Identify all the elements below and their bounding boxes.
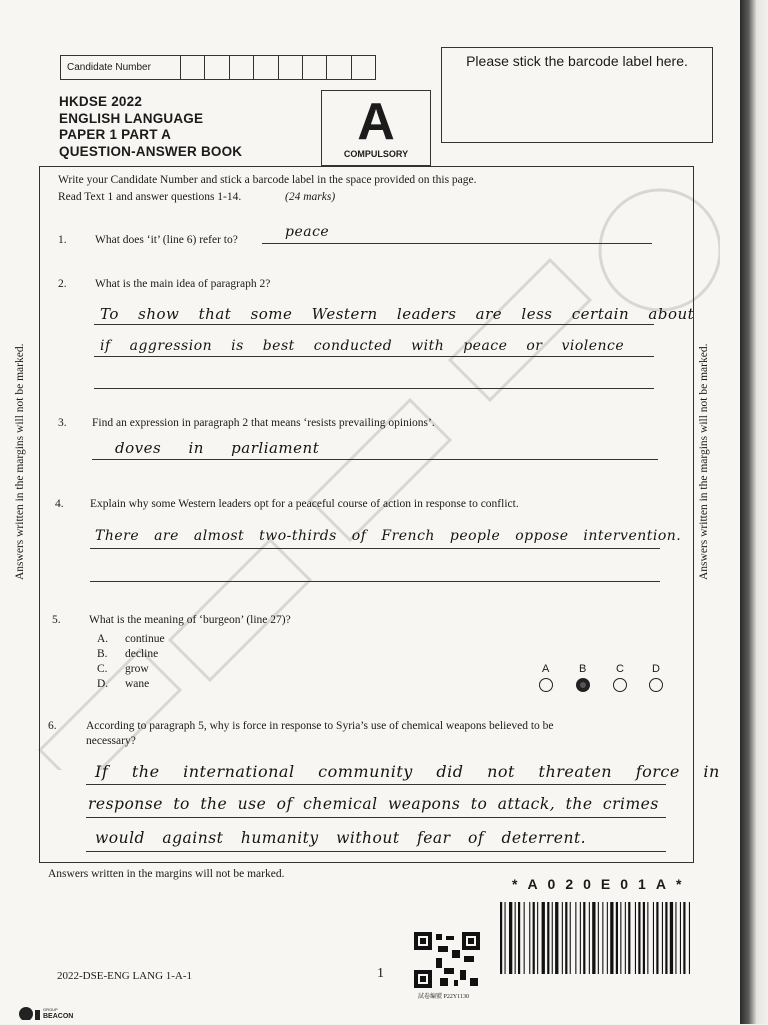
page-number: 1 (377, 966, 384, 981)
handwritten-answer: response to the use of chemical weapons to attack, the crimes (88, 795, 659, 813)
qr-caption: 試卷編號 P22Y1130 (418, 994, 469, 1000)
beacon-logo-icon (18, 1002, 88, 1020)
bubble-label: A (542, 663, 550, 675)
page-edge-shadow (740, 0, 768, 1024)
candidate-number-label: Candidate Number (61, 56, 181, 79)
candidate-digit-cell[interactable] (181, 56, 205, 79)
candidate-digit-cell[interactable] (230, 56, 254, 79)
answer-line[interactable] (94, 388, 654, 389)
exam-title (59, 94, 242, 160)
question-text: What is the main idea of paragraph 2? (95, 278, 271, 290)
answer-line[interactable] (86, 851, 666, 852)
handwritten-answer: if aggression is best conducted with peace or violence (100, 338, 625, 354)
margin-note-right: Answers written in the margins will not be marked. (698, 343, 710, 580)
part-type: COMPULSORY (343, 149, 409, 159)
answer-bubble-c[interactable] (613, 678, 627, 692)
exam-title-line: ENGLISH LANGUAGE (59, 110, 204, 126)
paper-id-code: *A020E01A* (512, 876, 692, 892)
candidate-digit-cell[interactable] (352, 56, 375, 79)
answer-line[interactable] (90, 548, 660, 549)
instruction-line-1: Write your Candidate Number and stick a barcode label in the space provided on this page. (58, 174, 477, 186)
question-number: 5. (52, 614, 61, 626)
barcode (500, 902, 733, 974)
handwritten-answer: doves in parliament (115, 439, 320, 457)
barcode-label-area[interactable] (441, 47, 713, 143)
question-text: What does ‘it’ (line 6) refer to? (95, 234, 238, 246)
part-badge (321, 90, 431, 166)
question-number: 2. (58, 278, 67, 290)
answer-line[interactable] (86, 784, 666, 785)
option-text: continue (125, 633, 165, 645)
handwritten-answer: If the international community did not threaten force in (95, 762, 720, 781)
question-text-cont: necessary? (86, 735, 136, 747)
exam-title-line: QUESTION-ANSWER BOOK (59, 143, 243, 159)
candidate-digit-cell[interactable] (327, 56, 351, 79)
part-letter: A (357, 93, 395, 151)
bubble-label: D (652, 663, 660, 675)
candidate-digit-cell[interactable] (205, 56, 229, 79)
question-text: According to paragraph 5, why is force in response to Syria’s use of chemical weapons believed to be (86, 720, 554, 732)
qr-code (414, 932, 480, 988)
margin-note-left: Answers written in the margins will not be marked. (14, 343, 26, 580)
option-letter: A. (97, 633, 109, 645)
exam-title-line: HKDSE 2022 (59, 94, 143, 109)
publisher-logo (18, 1002, 88, 1020)
option-text: wane (125, 678, 150, 690)
question-number: 6. (48, 720, 57, 732)
answer-bubble-b-selected[interactable] (576, 678, 590, 692)
candidate-digit-cell[interactable] (303, 56, 327, 79)
paper-code: 2022-DSE-ENG LANG 1-A-1 (57, 970, 193, 982)
option-letter: B. (97, 648, 108, 660)
answer-line[interactable] (92, 459, 658, 460)
answer-area (39, 166, 694, 863)
answer-bubble-d[interactable] (649, 678, 663, 692)
question-number: 3. (58, 417, 67, 429)
handwritten-answer: would against humanity without fear of deterrent. (95, 829, 587, 847)
bubble-label: C (616, 663, 624, 675)
bubble-label: B (579, 663, 587, 675)
handwritten-answer: To show that some Western leaders are less certain about (100, 305, 695, 323)
svg-text:GROUP: GROUP (43, 1007, 58, 1012)
instruction-line-2: Read Text 1 and answer questions 1-14. (58, 191, 242, 203)
question-number: 1. (58, 234, 67, 246)
answer-line[interactable] (262, 243, 652, 244)
question-number: 4. (55, 498, 64, 510)
option-letter: D. (97, 678, 109, 690)
exam-title-line: PAPER 1 PART A (59, 127, 172, 142)
question-text: Explain why some Western leaders opt for a peaceful course of action in response to conflict. (90, 498, 519, 510)
handwritten-answer: There are almost two-thirds of French people oppose intervention. (95, 528, 682, 544)
answer-line[interactable] (94, 324, 654, 325)
question-text: What is the meaning of ‘burgeon’ (line 27)? (89, 614, 291, 626)
footer-margin-note: Answers written in the margins will not be marked. (48, 868, 285, 880)
candidate-number-box (60, 55, 376, 80)
question-text: Find an expression in paragraph 2 that means ‘resists prevailing opinions’. (92, 417, 435, 429)
barcode-instruction: Please stick the barcode label here. (466, 53, 688, 69)
svg-text:BEACON: BEACON (43, 1013, 74, 1020)
answer-line[interactable] (86, 817, 666, 818)
candidate-digit-cell[interactable] (254, 56, 278, 79)
option-text: grow (125, 663, 149, 675)
option-text: decline (125, 648, 159, 660)
answer-line[interactable] (94, 356, 654, 357)
handwritten-answer: peace (285, 224, 330, 240)
instruction-marks: (24 marks) (285, 191, 336, 203)
answer-bubble-a[interactable] (539, 678, 553, 692)
answer-line[interactable] (90, 581, 660, 582)
candidate-digit-cell[interactable] (279, 56, 303, 79)
option-letter: C. (97, 663, 108, 675)
